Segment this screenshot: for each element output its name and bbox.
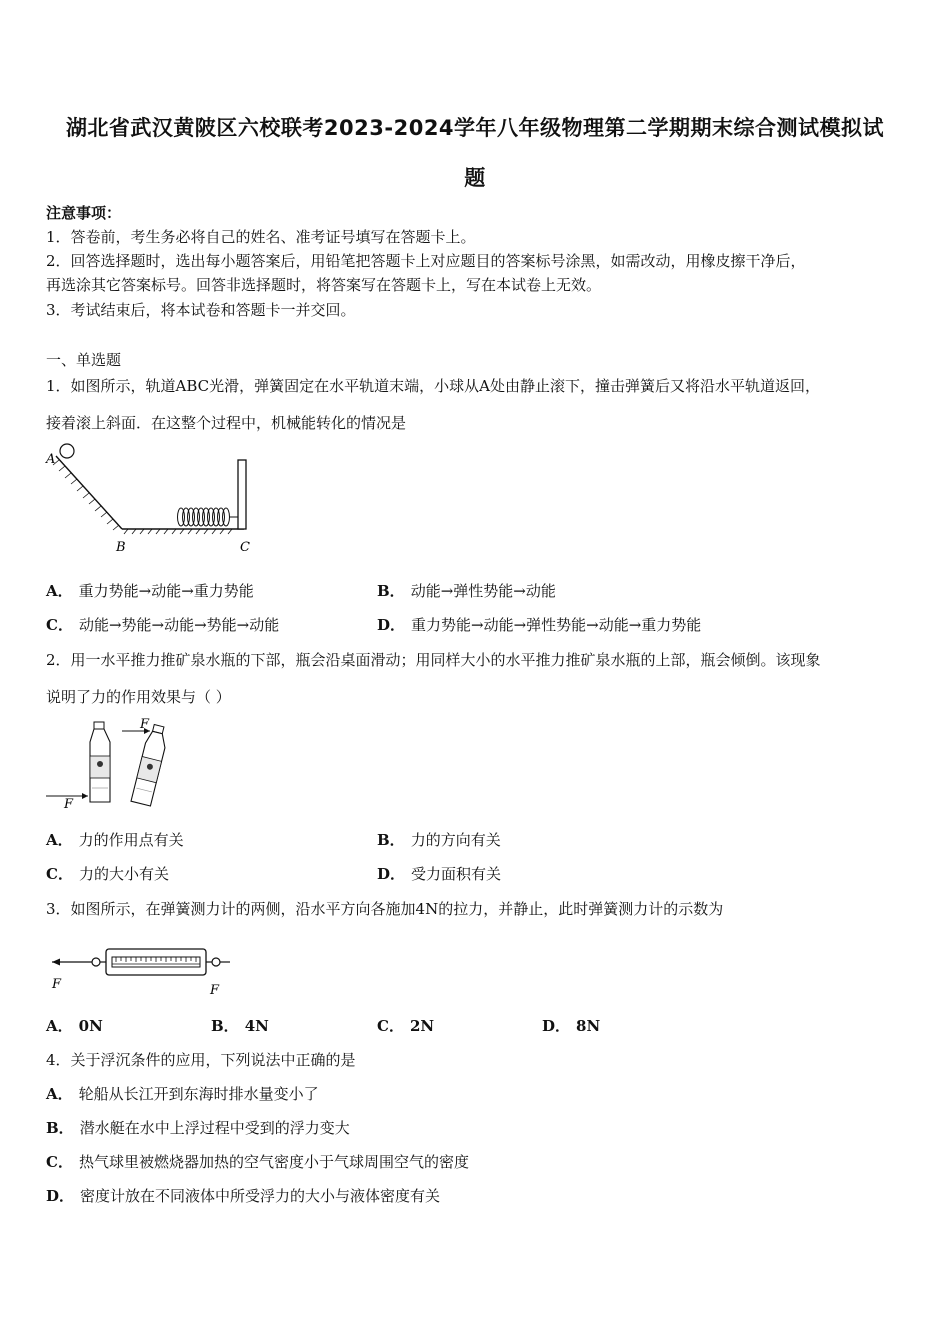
q2-option-b[interactable]: B． 力的方向有关 — [377, 831, 501, 849]
q1-option-a[interactable]: A． 重力势能→动能→重力势能 — [46, 582, 254, 600]
question-1-stem: 1．如图所示，轨道ABC光滑，弹簧固定在水平轨道末端，小球从A处由静止滚下，撞击弹簧后又将沿水平轨道返回， — [46, 377, 820, 395]
q4-option-c[interactable]: C． 热气球里被燃烧器加热的空气密度小于气球周围空气的密度 — [46, 1153, 469, 1171]
label-b: B — [116, 540, 126, 555]
label-a: A — [46, 452, 56, 467]
q1-option-b[interactable]: B． 动能→弹性势能→动能 — [377, 582, 556, 600]
notice-item: 1．答卷前，考生务必将自己的姓名、准考证号填写在答题卡上。 — [46, 228, 476, 246]
q3-option-b[interactable]: B． 4N — [211, 1017, 269, 1035]
bottles-figure — [44, 718, 184, 810]
q3-option-c[interactable]: C． 2N — [377, 1017, 435, 1035]
q1-option-c[interactable]: C． 动能→势能→动能→势能→动能 — [46, 616, 280, 634]
spring-scale-figure — [48, 940, 238, 998]
q4-option-b[interactable]: B． 潜水艇在水中上浮过程中受到的浮力变大 — [46, 1119, 350, 1137]
question-2-stem: 说明了力的作用效果与（ ） — [46, 688, 231, 706]
force-label-lower: F — [64, 797, 74, 812]
q2-option-c[interactable]: C． 力的大小有关 — [46, 865, 169, 883]
page-title-continued: 题 — [464, 166, 486, 190]
q3-option-a[interactable]: A． 0N — [46, 1017, 103, 1035]
tilted-bottle-icon — [131, 724, 170, 806]
notice-heading: 注意事项： — [46, 204, 122, 222]
q4-option-d[interactable]: D． 密度计放在不同液体中所受浮力的大小与液体密度有关 — [46, 1187, 441, 1205]
q3-option-d[interactable]: D． 8N — [542, 1017, 601, 1035]
spring-icon — [178, 508, 239, 526]
force-label-right: F — [210, 983, 220, 998]
force-label-left: F — [52, 977, 62, 992]
question-2-stem: 2．用一水平推力推矿泉水瓶的下部，瓶会沿桌面滑动；用同样大小的水平推力推矿泉水瓶的上部，瓶会倾倒。该现象 — [46, 651, 821, 669]
force-label-upper: F — [140, 717, 150, 732]
q1-option-d[interactable]: D． 重力势能→动能→弹性势能→动能→重力势能 — [377, 616, 702, 634]
section-heading: 一、单选题 — [46, 351, 122, 369]
notice-item: 2．回答选择题时，选出每小题答案后，用铅笔把答题卡上对应题目的答案标号涂黑，如需改动，用橡皮擦干净后， — [46, 252, 806, 270]
label-c: C — [240, 540, 250, 555]
q4-option-a[interactable]: A． 轮船从长江开到东海时排水量变小了 — [46, 1085, 319, 1103]
question-1-stem: 接着滚上斜面．在这整个过程中，机械能转化的情况是 — [46, 414, 407, 432]
q2-option-d[interactable]: D． 受力面积有关 — [377, 865, 502, 883]
question-4-stem: 4．关于浮沉条件的应用，下列说法中正确的是 — [46, 1051, 356, 1069]
notice-item: 3．考试结束后，将本试卷和答题卡一并交回。 — [46, 301, 356, 319]
page-title: 湖北省武汉黄陂区六校联考2023-2024学年八年级物理第二学期期末综合测试模拟试 — [65, 116, 885, 140]
q2-option-a[interactable]: A． 力的作用点有关 — [46, 831, 184, 849]
ball-icon — [60, 444, 74, 458]
track-spring-figure — [44, 444, 264, 559]
upright-bottle-icon — [90, 722, 110, 802]
notice-item: 再选涂其它答案标号。回答非选择题时，将答案写在答题卡上，写在本试卷上无效。 — [46, 276, 602, 294]
question-3-stem: 3．如图所示，在弹簧测力计的两侧，沿水平方向各施加4N的拉力，并静止，此时弹簧测力计的示数为 — [46, 900, 724, 918]
